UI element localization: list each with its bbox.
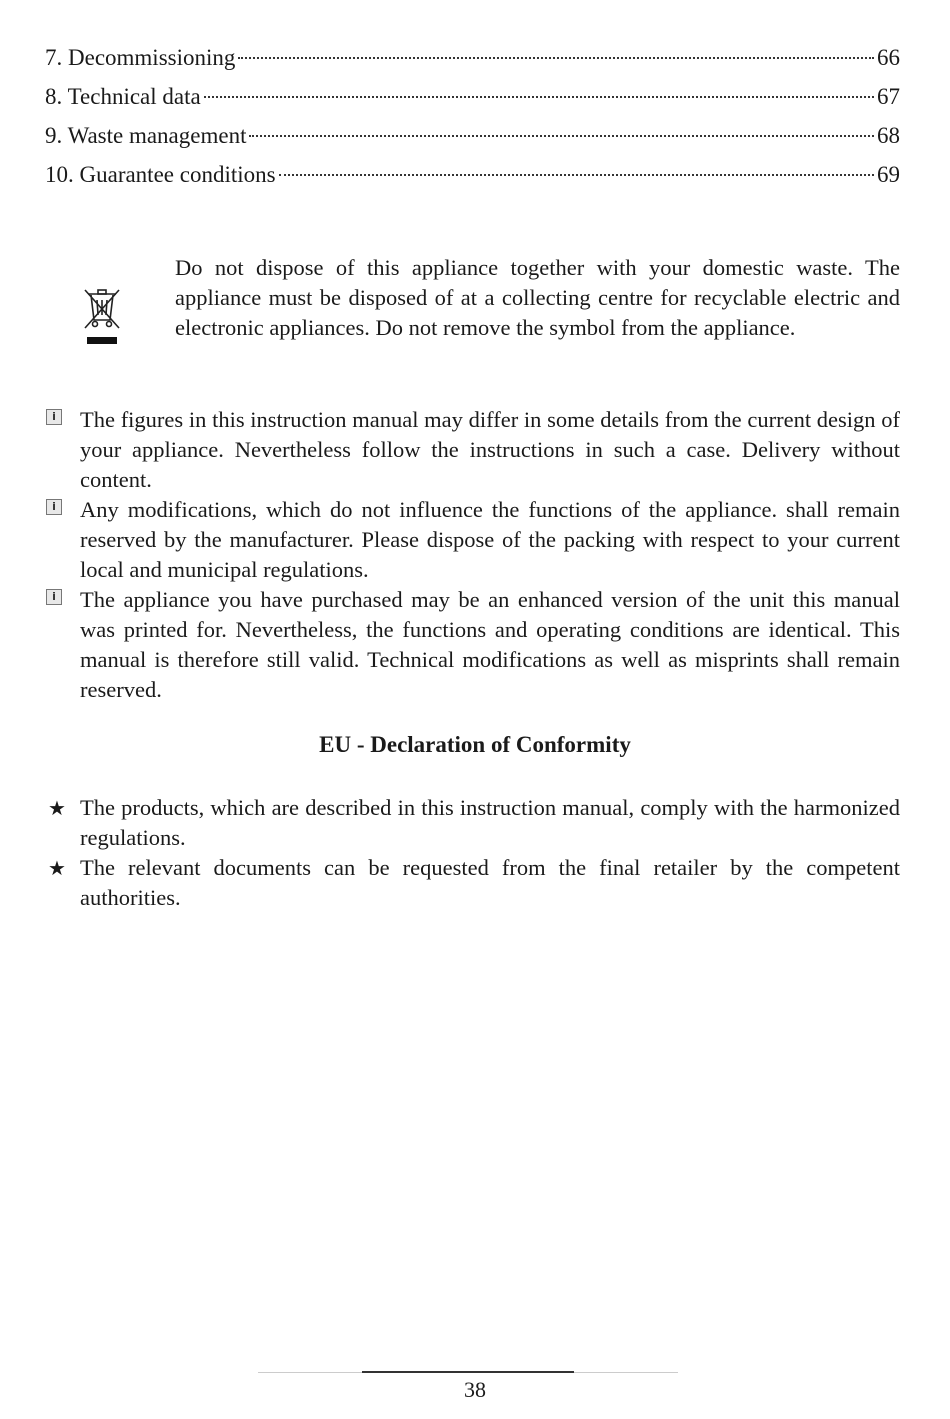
toc-entry[interactable] bbox=[45, 38, 900, 77]
toc-dot-leader bbox=[249, 135, 874, 137]
info-note bbox=[44, 585, 900, 705]
info-note bbox=[44, 495, 900, 585]
info-icon: i bbox=[46, 409, 62, 425]
toc-entry-label: 8. Technical data bbox=[45, 84, 201, 109]
crossed-out-wheelie-bin-icon bbox=[82, 287, 122, 354]
toc-dot-leader bbox=[204, 96, 874, 98]
toc-dot-leader bbox=[238, 57, 874, 59]
declaration-item-text: The products, which are described in this instruction manual, comply with the harmonized regulations. bbox=[80, 795, 900, 850]
toc-entry[interactable] bbox=[45, 116, 900, 155]
declaration-list bbox=[44, 793, 900, 913]
declaration-item-text: The relevant documents can be requested from the final retailer by the competent authorities. bbox=[80, 855, 900, 910]
info-note-text: The figures in this instruction manual may differ in some details from the current design of your appliance. Nevertheless follow the instructions in such a case. Delivery without content. bbox=[80, 407, 900, 492]
table-of-contents bbox=[45, 38, 900, 194]
info-icon: i bbox=[46, 589, 62, 605]
info-note bbox=[44, 405, 900, 495]
toc-entry-page: 68 bbox=[877, 123, 900, 148]
toc-entry[interactable] bbox=[45, 77, 900, 116]
declaration-item bbox=[44, 793, 900, 853]
toc-entry-label: 7. Decommissioning bbox=[45, 45, 236, 70]
weee-disposal-text: Do not dispose of this appliance together with your domestic waste. The appliance must be disposed of at a collecting centre for recyclable electric and electronic appliances. Do not remove the symbol from the appliance. bbox=[175, 255, 900, 340]
toc-entry[interactable] bbox=[45, 155, 900, 194]
star-bullet-icon: ★ bbox=[48, 856, 66, 880]
toc-entry-page: 67 bbox=[877, 84, 900, 109]
info-icon: i bbox=[46, 499, 62, 515]
footer-rule-accent bbox=[362, 1371, 574, 1373]
star-bullet-icon: ★ bbox=[48, 796, 66, 820]
toc-entry-label: 10. Guarantee conditions bbox=[45, 162, 276, 187]
declaration-heading: EU - Declaration of Conformity bbox=[319, 732, 631, 757]
info-notes bbox=[44, 405, 900, 705]
toc-entry-page: 69 bbox=[877, 162, 900, 187]
toc-dot-leader bbox=[279, 174, 874, 176]
info-note-text: The appliance you have purchased may be an enhanced version of the unit this manual was printed for. Nevertheless, the functions and operating conditions are identical. This manual is therefore still valid. Technical modifications as well as misprints shall remain reserved. bbox=[80, 587, 900, 702]
info-note-text: Any modifications, which do not influence the functions of the appliance. shall remain reserved by the manufacturer. Please dispose of the packing with respect to your current local and municipal regulations. bbox=[80, 497, 900, 582]
declaration-item bbox=[44, 853, 900, 913]
page-number: 38 bbox=[464, 1377, 486, 1402]
toc-entry-page: 66 bbox=[877, 45, 900, 70]
toc-entry-label: 9. Waste management bbox=[45, 123, 247, 148]
